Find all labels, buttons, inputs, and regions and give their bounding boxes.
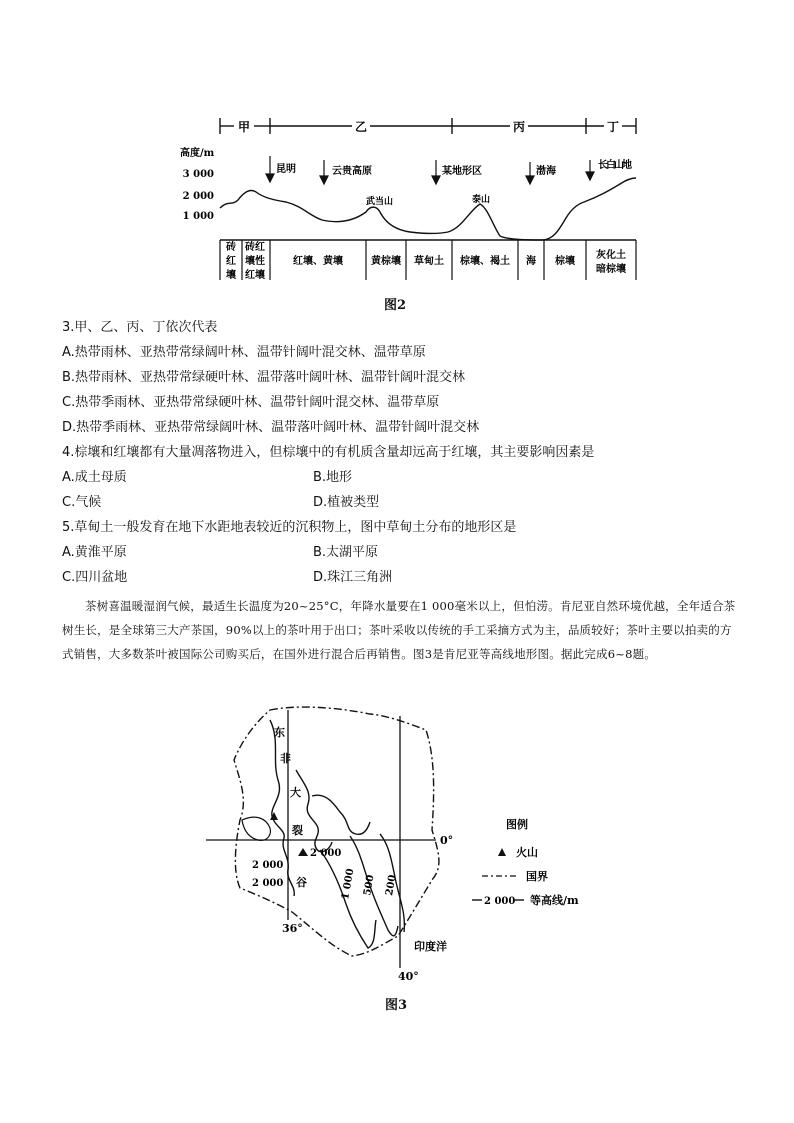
peak-wudang: 武当山 — [366, 197, 394, 207]
soil-huihua: 灰化土暗棕壤 — [596, 250, 626, 275]
place-yungui: 云贵高原 — [332, 166, 372, 177]
contour-label-1000: 1 000 — [340, 867, 357, 901]
question-5-option-b[interactable]: B.太湖平原 — [313, 545, 379, 560]
question-3-option-d[interactable]: D.热带季雨林、亚热带常绿阔叶林、温带落叶阔叶林、温带针阔叶混交林 — [62, 420, 480, 435]
soil-zong-he: 棕壤、褐土 — [460, 256, 510, 267]
y-axis-label: 高度/m — [180, 148, 215, 159]
question-5-stem: 5.草甸土一般发育在地下水距地表较近的沉积物上，图中草甸土分布的地形区是 — [62, 520, 517, 535]
zone-ruler — [220, 118, 636, 134]
question-4-option-c[interactable]: C.气候 — [62, 495, 102, 510]
zone-label-bing: 丙 — [512, 120, 526, 134]
legend-volcano-label: 火山 — [516, 846, 538, 859]
lon-label-40: 40° — [398, 970, 419, 983]
legend-contour-sample: 2 000 — [484, 896, 516, 907]
soil-sea: 海 — [526, 256, 536, 267]
soil-caodian: 草甸土 — [414, 256, 444, 267]
question-3-option-b[interactable]: B.热带雨林、亚热带常绿硬叶林、温带落叶阔叶林、温带针阔叶混交林 — [62, 370, 466, 385]
figure-3-caption: 图3 — [385, 998, 408, 1013]
legend-contour-label: 等高线/m — [530, 894, 579, 907]
place-changbai: 长白山地 — [598, 160, 632, 171]
question-3-option-c[interactable]: C.热带季雨林、亚热带常绿硬叶林、温带针阔叶混交林、温带草原 — [62, 395, 440, 410]
legend-title: 图例 — [506, 818, 528, 831]
ocean-label: 印度洋 — [414, 940, 447, 953]
question-4-option-b[interactable]: B.地形 — [313, 470, 353, 485]
figure-2-caption: 图2 — [384, 298, 407, 313]
lon-label-36: 36° — [282, 922, 303, 935]
question-4-stem: 4.棕壤和红壤都有大量凋落物进入，但棕壤中的有机质含量却远高于红壤，其主要影响因素是 — [62, 445, 595, 460]
place-landform: 某地形区 — [442, 166, 482, 177]
zone-label-ding: 丁 — [606, 120, 620, 134]
soil-hong-huang: 红壤、黄壤 — [293, 256, 343, 267]
question-5-option-c[interactable]: C.四川盆地 — [62, 570, 128, 585]
contour-label-500: 500 — [362, 874, 377, 897]
zone-label-jia: 甲 — [237, 120, 251, 134]
contour-label-200: 200 — [384, 874, 399, 897]
question-4-option-d[interactable]: D.植被类型 — [313, 495, 380, 510]
contour-label-2000-a: 2 000 — [310, 848, 342, 859]
terrain-profile — [220, 178, 636, 240]
legend-volcano-icon — [498, 848, 506, 856]
contour-2000-east — [312, 795, 370, 834]
question-3-option-a[interactable]: A.热带雨林、亚热带常绿阔叶林、温带针阔叶混交林、温带草原 — [62, 345, 426, 360]
y-tick-3000: 3 000 — [182, 169, 214, 180]
place-kunming: 昆明 — [276, 164, 296, 175]
y-tick-2000: 2 000 — [182, 191, 214, 202]
y-tick-1000: 1 000 — [182, 211, 214, 222]
soil-zong: 棕壤 — [555, 256, 575, 267]
passage-text: 茶树喜温暖湿润气候，最适生长温度为20~25°C，年降水量要在1 000毫米以上，但怕涝。肯尼亚自然环境优越，全年适合茶树生长，是全球第三大产茶国，90%以上的茶叶用于出口；茶叶采收以传统的手工采摘方式为主，品质较好；茶叶主要以拍卖的方式销售，大多数茶叶被国际公司购买后，在国外进行混合后再销售。图3是肯尼亚等高线地形图。据此完成6~8题。 — [62, 599, 736, 661]
soil-zhuanhong-xing: 砖红壤性红壤 — [245, 242, 265, 281]
rift-char-5: 谷 — [296, 876, 307, 889]
rift-char-2: 非 — [280, 752, 291, 765]
place-bohai: 渤海 — [536, 166, 556, 177]
soil-huangzong: 黄棕壤 — [371, 256, 401, 267]
legend-border-label: 国界 — [526, 870, 548, 883]
question-5-option-a[interactable]: A.黄淮平原 — [62, 545, 127, 560]
lake-victoria-shore — [242, 817, 270, 840]
volcano-icon — [298, 848, 308, 856]
figure-3-map — [200, 700, 600, 990]
contour-label-2000-c: 2 000 — [252, 878, 284, 889]
map-legend — [472, 817, 579, 907]
rift-char-1: 东 — [274, 726, 285, 739]
zone-label-yi: 乙 — [354, 120, 368, 134]
rift-char-3: 大 — [290, 786, 301, 799]
question-4-option-a[interactable]: A.成土母质 — [62, 470, 127, 485]
contour-label-2000-b: 2 000 — [252, 860, 284, 871]
question-5-option-d[interactable]: D.珠江三角洲 — [313, 570, 393, 585]
national-border — [234, 707, 439, 956]
question-3-stem: 3.甲、乙、丙、丁依次代表 — [62, 320, 218, 335]
lat-label-equator: 0° — [440, 834, 454, 847]
soil-zhuanhong: 砖红壤 — [226, 242, 236, 281]
figure-2-profile — [170, 108, 650, 288]
peak-taishan: 泰山 — [472, 195, 491, 205]
rift-char-4: 裂 — [292, 824, 303, 837]
volcano-icon — [270, 812, 278, 820]
